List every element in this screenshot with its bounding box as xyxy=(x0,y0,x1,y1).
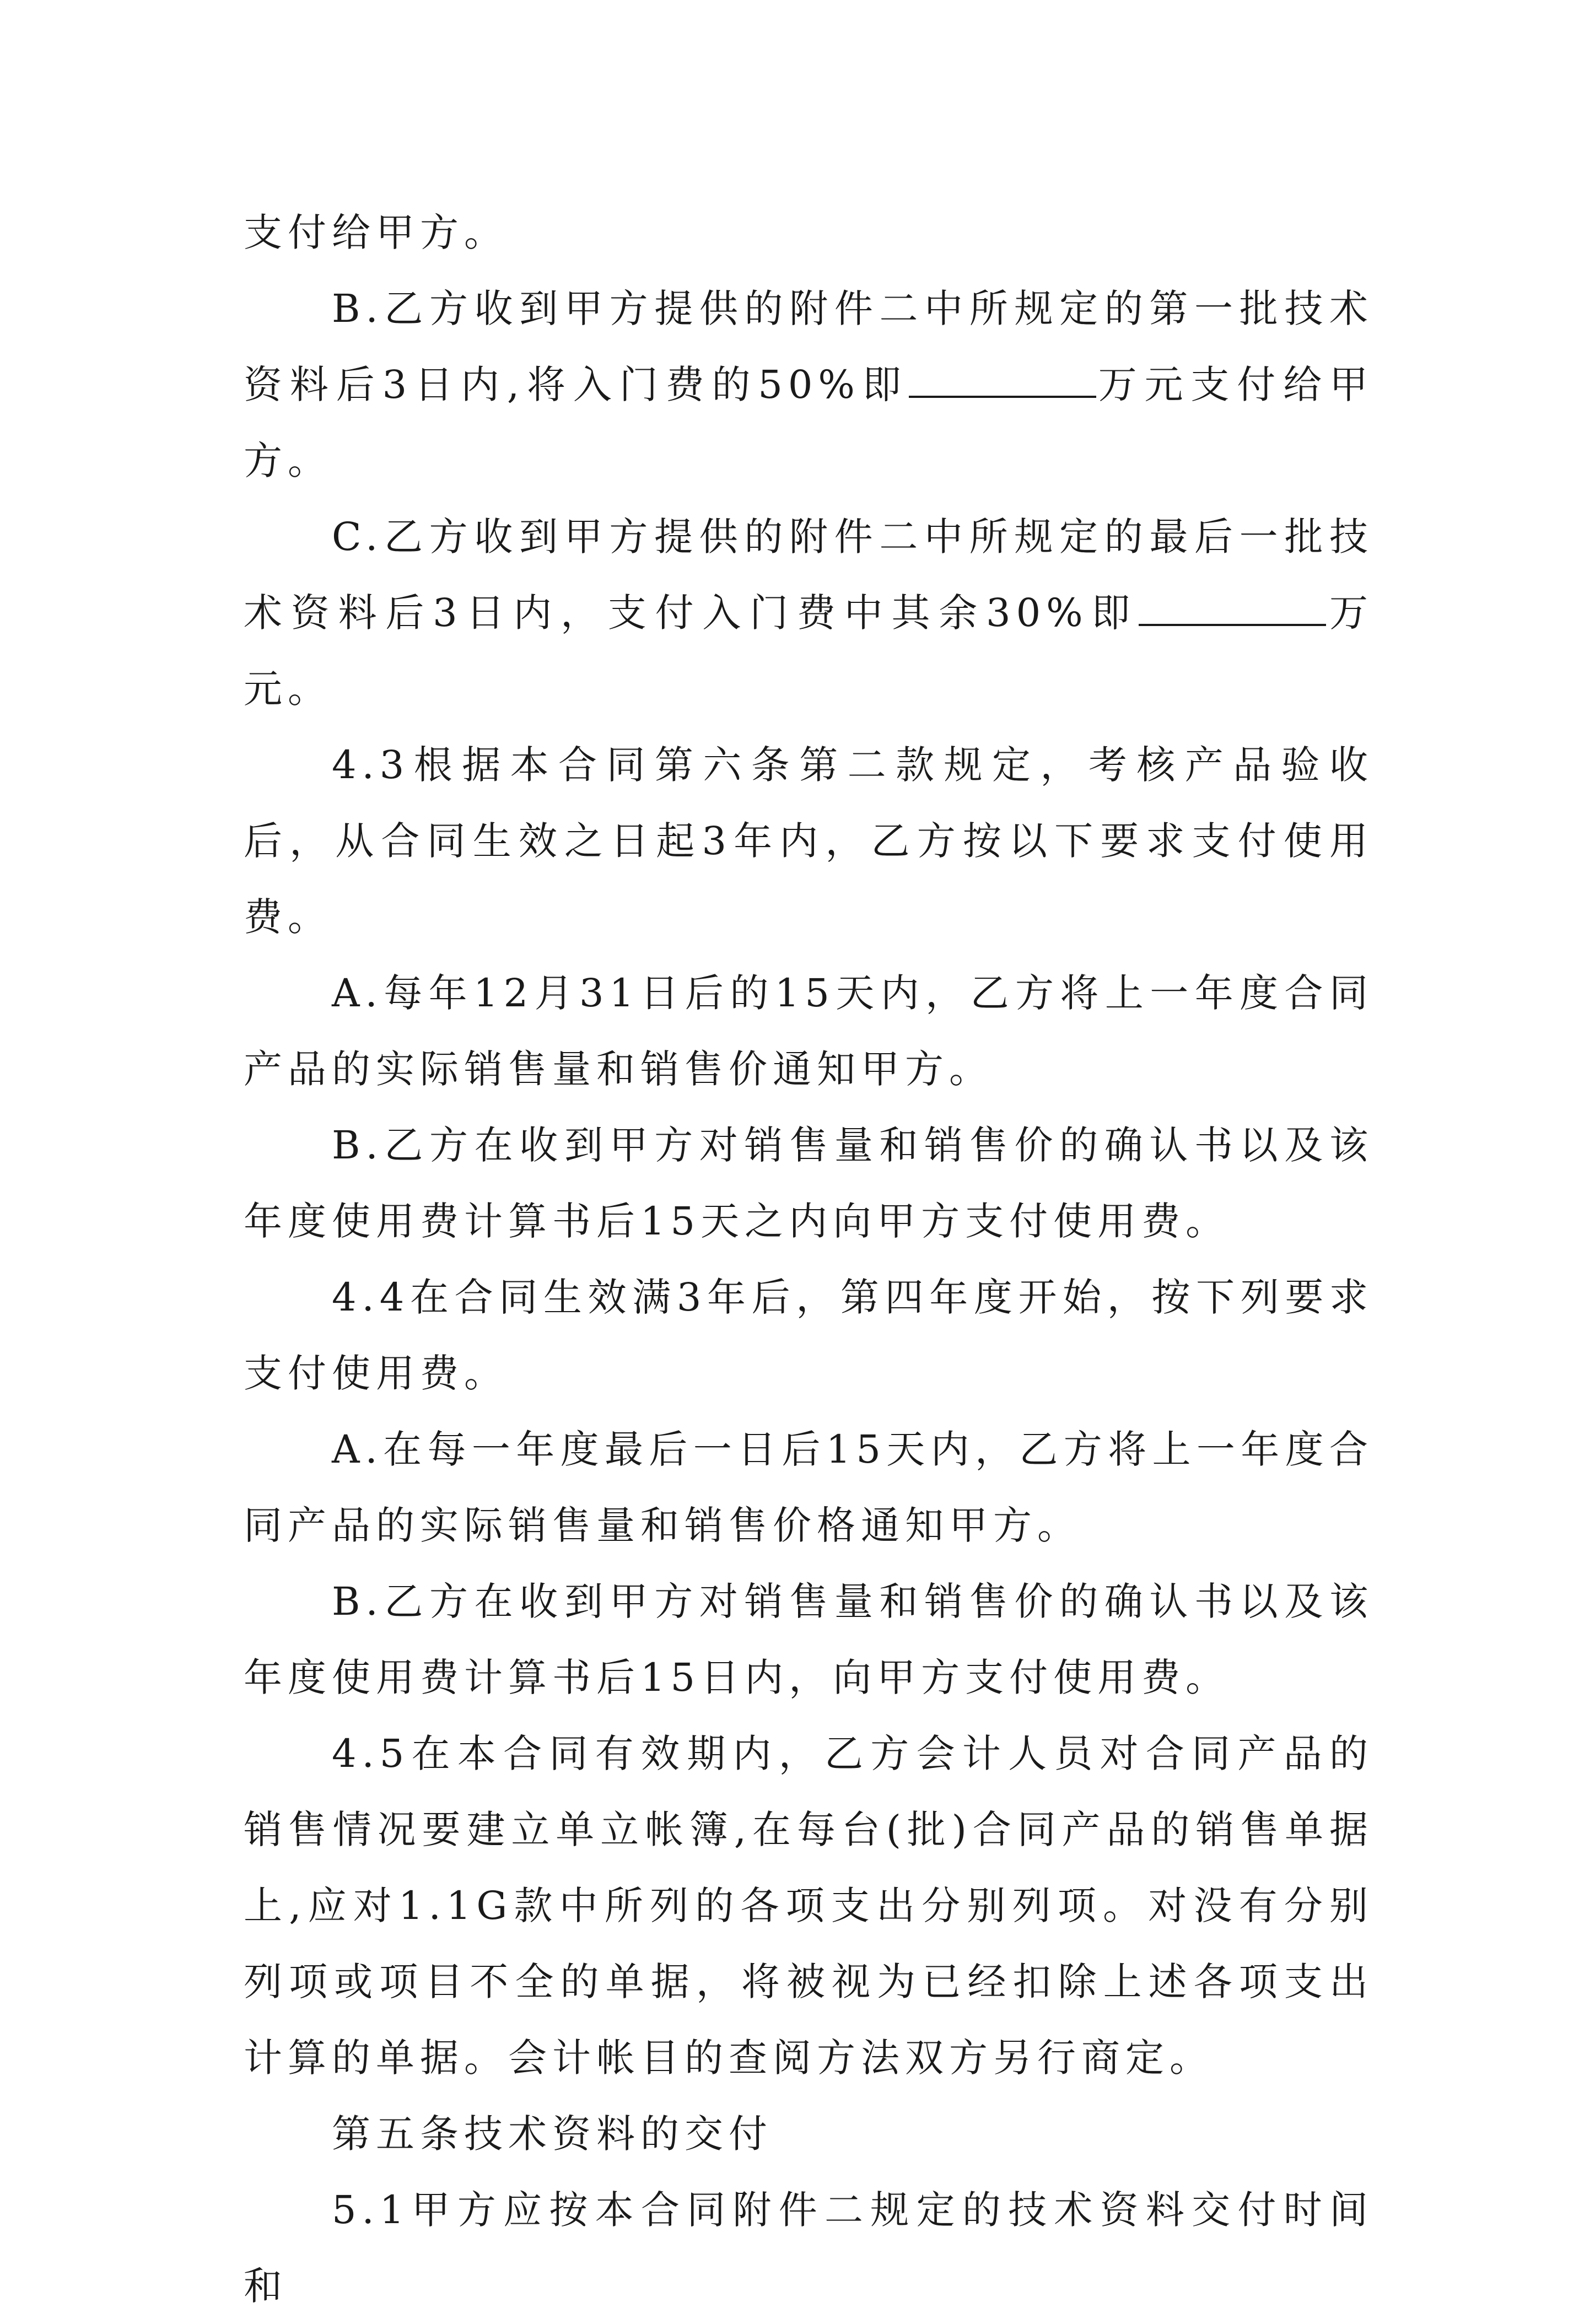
paragraph-clause-4-4-b xyxy=(244,1563,1373,1716)
paragraph-clause-4-4 xyxy=(244,1259,1373,1411)
paragraph-clause-4-3-a xyxy=(244,955,1373,1107)
paragraph-text: B.乙方在收到甲方对销售量和销售价的确认书以及该年度使用费计算书后15天之内向甲方支付使用费。 xyxy=(244,1123,1373,1244)
paragraph-clause-5-1 xyxy=(244,2172,1373,2324)
paragraph-continuation xyxy=(244,195,1373,271)
paragraph-text: C.乙方收到甲方提供的附件二中所规定的最后一批技术资料后3日内，支付入门费中其余30%即 xyxy=(244,514,1373,635)
paragraph-clause-4-3 xyxy=(244,727,1373,955)
paragraph-text: 4.3根据本合同第六条第二款规定，考核产品验收后，从合同生效之日起3年内，乙方按以下要求支付使用费。 xyxy=(244,742,1373,940)
paragraph-clause-c-last-batch xyxy=(244,499,1373,727)
paragraph-text: 5.1甲方应按本合同附件二规定的技术资料交付时间和 xyxy=(244,2187,1373,2309)
paragraph-text: 支付给甲方。 xyxy=(244,210,508,255)
paragraph-clause-b-first-batch xyxy=(244,271,1373,499)
paragraph-tail: 万元。 xyxy=(244,590,1374,711)
paragraph-text: A.每年12月31日后的15天内，乙方将上一年度合同产品的实际销售量和销售价通知甲方。 xyxy=(244,970,1373,1092)
paragraph-text: 4.4在合同生效满3年后，第四年度开始，按下列要求支付使用费。 xyxy=(244,1275,1373,1396)
document-body xyxy=(244,195,1373,2324)
paragraph-text: B.乙方收到甲方提供的附件二中所规定的第一批技术资料后3日内,将入门费的50%即 xyxy=(244,286,1373,407)
paragraph-text: A.在每一年度最后一日后15天内，乙方将上一年度合同产品的实际销售量和销售价格通知甲方。 xyxy=(244,1427,1373,1548)
section-heading-article-5 xyxy=(244,2096,1373,2172)
paragraph-tail: 万元支付给甲方。 xyxy=(244,362,1374,483)
paragraph-clause-4-5 xyxy=(244,1716,1373,2096)
paragraph-text: 第五条技术资料的交付 xyxy=(332,2111,773,2156)
paragraph-text: B.乙方在收到甲方对销售量和销售价的确认书以及该年度使用费计算书后15日内，向甲方支付使用费。 xyxy=(244,1579,1373,1700)
paragraph-clause-4-4-a xyxy=(244,1411,1373,1563)
fill-in-blank xyxy=(1139,590,1326,626)
paragraph-text: 4.5在本合同有效期内，乙方会计人员对合同产品的销售情况要建立单立帐簿,在每台(批)合同产品的销售单据上,应对1.1G款中所列的各项支出分别列项。对没有分别列项或项目不全的单据，将被视为已经扣除上述各项支出计算的单据。会计帐目的查阅方法双方另行商定。 xyxy=(244,1731,1373,2080)
paragraph-clause-4-3-b xyxy=(244,1107,1373,1259)
fill-in-blank xyxy=(909,362,1096,398)
